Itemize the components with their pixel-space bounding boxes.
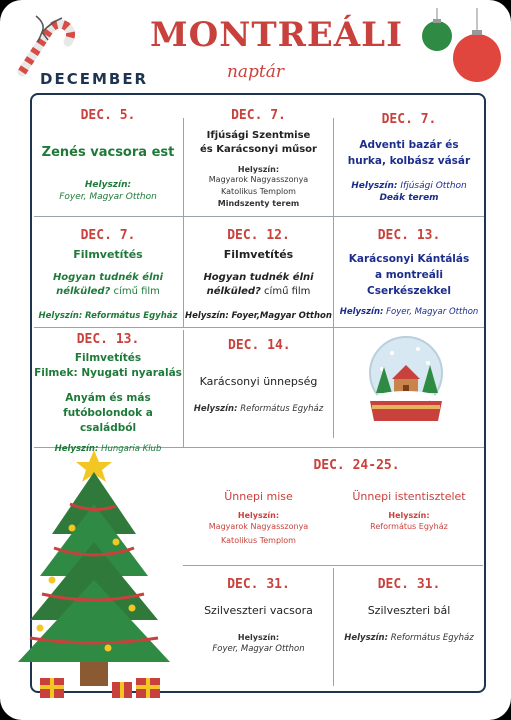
event-location: [34, 311, 182, 321]
gift-icon: [38, 672, 168, 700]
grid-line: [34, 216, 484, 217]
location-value: Foyer, Magyar Otthon: [386, 307, 479, 317]
event-dec31-ball: [335, 577, 483, 643]
event-title-line: Karácsonyi Kántálás: [348, 253, 470, 265]
event-title: Zenés vacsora est: [41, 145, 175, 160]
event-title-line: Ifjúsági Szentmise: [206, 130, 311, 141]
location-label: Helyszín:: [344, 633, 388, 643]
grid-line: [333, 568, 334, 686]
event-date: DEC. 31.: [377, 577, 441, 592]
location-label: Helyszín:: [54, 444, 99, 454]
christmas-tree-icon: [12, 448, 184, 700]
film-suffix: című film: [260, 286, 311, 297]
location-value: Katolikus Templom: [221, 187, 296, 196]
event-date: DEC. 24-25.: [313, 458, 400, 473]
location-label: Helyszín:: [193, 404, 238, 414]
event-date: DEC. 13.: [76, 332, 140, 347]
event-subtitle: Hogyan tudnék élni: [52, 272, 164, 283]
event-title-line: a montreáli: [375, 269, 443, 281]
location-value: Katolikus Templom: [221, 536, 296, 545]
event-title-line: és Karácsonyi műsor: [200, 144, 317, 155]
location-value: Foyer, Magyar Otthon: [59, 192, 157, 202]
location-value: Mindszenty terem: [217, 199, 300, 208]
location-label: Helyszín:: [388, 511, 430, 520]
candy-cane-icon: [8, 6, 78, 78]
event-subtitle: Hogyan tudnék élni: [203, 272, 314, 283]
location-value: Ifjúsági Otthon: [400, 181, 467, 191]
event-dec24-25: [185, 458, 483, 473]
location-label: Helyszín:: [237, 511, 280, 520]
location-label: Helyszín:: [237, 165, 280, 174]
event-location: [335, 307, 483, 317]
event-dec14: [185, 338, 332, 414]
event-date: DEC. 5.: [80, 108, 136, 123]
event-subtitle: [34, 285, 182, 299]
event-title: Ünnepi istentisztelet: [352, 490, 466, 503]
event-date: DEC. 13.: [377, 228, 441, 243]
location-value: Hungaria Klub: [101, 444, 162, 454]
event-title-line: futóbolondok a családból: [63, 407, 153, 434]
event-title: Szilveszteri vacsora: [204, 604, 313, 617]
event-location: [335, 181, 483, 191]
event-date: DEC. 7.: [231, 108, 286, 123]
event-date: DEC. 31.: [227, 577, 290, 592]
event-date: DEC. 14.: [228, 338, 291, 353]
event-dec7-mass: [185, 108, 332, 210]
grid-line: [34, 327, 484, 328]
snow-globe-icon: [362, 335, 452, 435]
page-title: MONTREÁLI: [150, 15, 403, 55]
location-value: Református Egyház: [370, 522, 448, 531]
event-title: Filmvetítés: [223, 248, 294, 261]
page-subtitle: naptár: [226, 62, 285, 82]
grid-line: [183, 565, 483, 566]
event-dec7-bazaar: [335, 112, 483, 203]
event-date: DEC. 12.: [227, 228, 290, 243]
event-title-line: hurka, kolbász vásár: [347, 155, 471, 167]
event-title: Ünnepi mise: [224, 490, 293, 503]
event-title: Karácsonyi ünnepség: [199, 375, 318, 388]
location-label: Helyszín:: [339, 307, 384, 317]
grid-line: [333, 118, 334, 438]
event-dec31-dinner: [185, 577, 332, 654]
location-label: Helyszín:: [237, 633, 280, 642]
event-location: [185, 404, 332, 414]
event-dec13-film: [34, 332, 182, 454]
film-title: nélküled?: [206, 286, 261, 297]
film-title: nélküled?: [56, 286, 111, 297]
event-title-line: Cserkészekkel: [367, 285, 451, 297]
event-title: Szilveszteri bál: [367, 604, 451, 617]
event-dec7-film: [34, 228, 182, 321]
event-dec12-film: [185, 228, 332, 321]
event-title-line: Filmvetítés: [74, 352, 142, 364]
location-value: Református Egyház: [240, 404, 324, 414]
event-location: [185, 311, 332, 321]
location-value: Deák terem: [379, 193, 439, 203]
month-label: DECEMBER: [40, 70, 149, 88]
event-dec13-caroling: [335, 228, 483, 317]
location-value: Foyer,Magyar Otthon: [231, 311, 332, 321]
grid-line: [183, 330, 184, 448]
event-title: Filmvetítés: [73, 248, 143, 261]
event-title-line: Filmek: Nyugati nyaralás: [34, 367, 182, 379]
event-christmas-service: [335, 490, 483, 534]
event-christmas-mass: [185, 490, 332, 548]
location-label: Helyszín:: [185, 311, 229, 321]
location-label: Helyszín:: [38, 311, 83, 321]
grid-line: [183, 118, 184, 328]
location-label: Helyszín:: [84, 180, 132, 190]
film-suffix: című film: [110, 286, 160, 297]
event-location: [335, 633, 483, 643]
event-date: DEC. 7.: [80, 228, 136, 243]
event-location: [34, 180, 182, 190]
event-dec5: [34, 108, 182, 202]
location-value: Foyer, Magyar Otthon: [212, 644, 305, 654]
event-subtitle: [185, 285, 332, 299]
event-title-line: Anyám és más: [65, 392, 151, 404]
location-value: Magyarok Nagyasszonya: [208, 522, 309, 531]
event-date: DEC. 7.: [381, 112, 437, 127]
location-value: Magyarok Nagyasszonya: [208, 175, 309, 184]
location-label: Helyszín:: [351, 181, 398, 191]
location-value: Református Egyház: [84, 311, 178, 321]
location-value: Református Egyház: [390, 633, 474, 643]
event-title-line: Adventi bazár és: [359, 139, 459, 151]
ornament-icon: [415, 8, 511, 88]
